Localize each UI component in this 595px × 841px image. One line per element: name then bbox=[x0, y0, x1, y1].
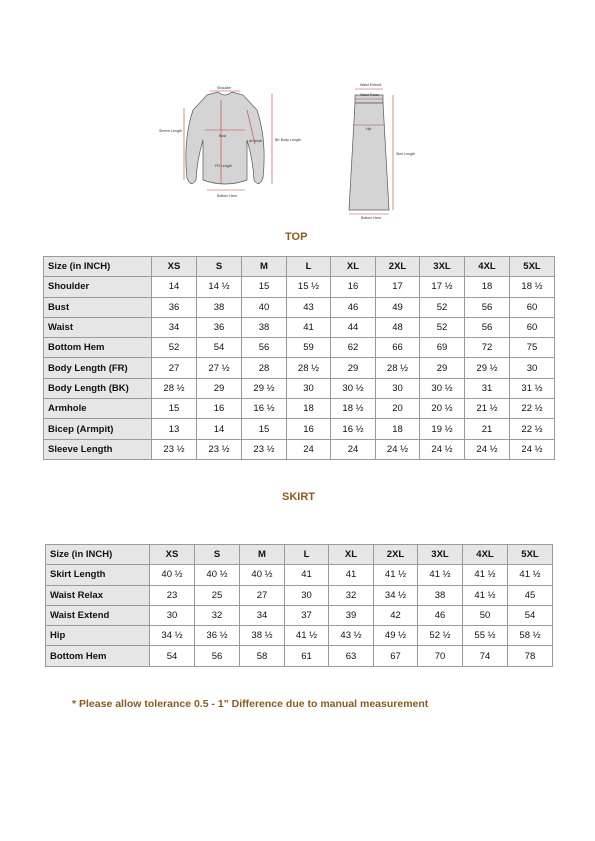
row-label-cell: Sleeve Length bbox=[44, 439, 152, 459]
header-cell: M bbox=[240, 545, 285, 565]
value-cell: 36 bbox=[152, 297, 197, 317]
header-cell: 3XL bbox=[420, 257, 465, 277]
value-cell: 16 bbox=[331, 277, 376, 297]
value-cell: 41 bbox=[329, 565, 374, 585]
header-cell: XL bbox=[329, 545, 374, 565]
value-cell: 32 bbox=[195, 605, 240, 625]
value-cell: 18 bbox=[376, 419, 420, 439]
row-label-cell: Shoulder bbox=[44, 277, 152, 297]
value-cell: 16 ½ bbox=[242, 399, 287, 419]
value-cell: 52 ½ bbox=[418, 626, 463, 646]
value-cell: 13 bbox=[152, 419, 197, 439]
value-cell: 38 bbox=[242, 317, 287, 337]
header-cell: L bbox=[285, 545, 329, 565]
value-cell: 24 ½ bbox=[376, 439, 420, 459]
value-cell: 59 bbox=[287, 338, 331, 358]
value-cell: 22 ½ bbox=[510, 419, 555, 439]
value-cell: 29 ½ bbox=[465, 358, 510, 378]
table-row bbox=[44, 317, 555, 337]
garment-measurement-illustration bbox=[155, 80, 425, 220]
tolerance-note: * Please allow tolerance 0.5 - 1" Difference due to manual measurement bbox=[72, 698, 429, 710]
value-cell: 17 bbox=[376, 277, 420, 297]
value-cell: 52 bbox=[152, 338, 197, 358]
value-cell: 54 bbox=[508, 605, 553, 625]
value-cell: 69 bbox=[420, 338, 465, 358]
value-cell: 56 bbox=[465, 297, 510, 317]
value-cell: 56 bbox=[195, 646, 240, 666]
skirt-table-body bbox=[46, 545, 553, 667]
value-cell: 28 ½ bbox=[152, 378, 197, 398]
value-cell: 16 ½ bbox=[331, 419, 376, 439]
value-cell: 23 ½ bbox=[197, 439, 242, 459]
value-cell: 27 bbox=[240, 585, 285, 605]
value-cell: 15 bbox=[242, 419, 287, 439]
skirt-garment-drawing bbox=[349, 95, 389, 210]
value-cell: 23 ½ bbox=[242, 439, 287, 459]
table-row bbox=[44, 297, 555, 317]
value-cell: 30 bbox=[376, 378, 420, 398]
table-row bbox=[44, 399, 555, 419]
value-cell: 61 bbox=[285, 646, 329, 666]
value-cell: 18 ½ bbox=[510, 277, 555, 297]
value-cell: 20 bbox=[376, 399, 420, 419]
row-label-cell: Skirt Length bbox=[46, 565, 150, 585]
header-cell: 2XL bbox=[374, 545, 418, 565]
value-cell: 62 bbox=[331, 338, 376, 358]
value-cell: 37 bbox=[285, 605, 329, 625]
top-size-table bbox=[43, 256, 555, 460]
header-cell: 5XL bbox=[510, 257, 555, 277]
header-cell: 5XL bbox=[508, 545, 553, 565]
bk-body-length-label: BK Body Length bbox=[275, 138, 301, 142]
value-cell: 40 ½ bbox=[195, 565, 240, 585]
value-cell: 27 bbox=[152, 358, 197, 378]
header-cell: Size (in INCH) bbox=[46, 545, 150, 565]
row-label-cell: Waist bbox=[44, 317, 152, 337]
table-row bbox=[44, 439, 555, 459]
skirt-section-title: SKIRT bbox=[282, 491, 315, 503]
value-cell: 29 bbox=[197, 378, 242, 398]
shoulder-label: Shoulder bbox=[217, 86, 232, 90]
value-cell: 70 bbox=[418, 646, 463, 666]
value-cell: 42 bbox=[374, 605, 418, 625]
value-cell: 30 bbox=[285, 585, 329, 605]
value-cell: 29 ½ bbox=[242, 378, 287, 398]
value-cell: 32 bbox=[329, 585, 374, 605]
value-cell: 52 bbox=[420, 317, 465, 337]
value-cell: 66 bbox=[376, 338, 420, 358]
row-label-cell: Body Length (BK) bbox=[44, 378, 152, 398]
value-cell: 24 ½ bbox=[465, 439, 510, 459]
value-cell: 14 ½ bbox=[197, 277, 242, 297]
value-cell: 17 ½ bbox=[420, 277, 465, 297]
value-cell: 63 bbox=[329, 646, 374, 666]
value-cell: 44 bbox=[331, 317, 376, 337]
value-cell: 34 ½ bbox=[150, 626, 195, 646]
value-cell: 24 bbox=[331, 439, 376, 459]
value-cell: 28 bbox=[242, 358, 287, 378]
value-cell: 41 bbox=[285, 565, 329, 585]
value-cell: 43 ½ bbox=[329, 626, 374, 646]
value-cell: 34 bbox=[240, 605, 285, 625]
value-cell: 60 bbox=[510, 297, 555, 317]
value-cell: 46 bbox=[418, 605, 463, 625]
header-cell: XL bbox=[331, 257, 376, 277]
value-cell: 23 ½ bbox=[152, 439, 197, 459]
waist-extend-label: Waist Extend bbox=[360, 83, 382, 87]
value-cell: 24 bbox=[287, 439, 331, 459]
fr-length-label: FR Length bbox=[215, 164, 232, 168]
row-label-cell: Waist Extend bbox=[46, 605, 150, 625]
bust-label: Bust bbox=[219, 134, 227, 138]
skirt-size-table bbox=[45, 544, 553, 667]
value-cell: 41 ½ bbox=[463, 565, 508, 585]
value-cell: 41 bbox=[287, 317, 331, 337]
row-label-cell: Bicep (Armpit) bbox=[44, 419, 152, 439]
skirt-header-row bbox=[46, 545, 553, 565]
value-cell: 56 bbox=[242, 338, 287, 358]
header-cell: 3XL bbox=[418, 545, 463, 565]
table-row bbox=[46, 626, 553, 646]
value-cell: 58 bbox=[240, 646, 285, 666]
value-cell: 30 bbox=[287, 378, 331, 398]
table-row bbox=[44, 419, 555, 439]
value-cell: 22 ½ bbox=[510, 399, 555, 419]
value-cell: 21 ½ bbox=[465, 399, 510, 419]
top-header-row bbox=[44, 257, 555, 277]
table-row bbox=[46, 565, 553, 585]
value-cell: 58 ½ bbox=[508, 626, 553, 646]
header-cell: L bbox=[287, 257, 331, 277]
value-cell: 48 bbox=[376, 317, 420, 337]
sleeve-length-label: Sleeve Length bbox=[159, 129, 182, 133]
table-row bbox=[44, 358, 555, 378]
value-cell: 16 bbox=[197, 399, 242, 419]
value-cell: 49 ½ bbox=[374, 626, 418, 646]
value-cell: 38 bbox=[197, 297, 242, 317]
value-cell: 28 ½ bbox=[376, 358, 420, 378]
table-row bbox=[44, 378, 555, 398]
value-cell: 30 bbox=[150, 605, 195, 625]
value-cell: 30 ½ bbox=[420, 378, 465, 398]
value-cell: 19 ½ bbox=[420, 419, 465, 439]
value-cell: 23 bbox=[150, 585, 195, 605]
value-cell: 34 bbox=[152, 317, 197, 337]
value-cell: 25 bbox=[195, 585, 240, 605]
row-label-cell: Bottom Hem bbox=[44, 338, 152, 358]
value-cell: 15 bbox=[242, 277, 287, 297]
value-cell: 30 ½ bbox=[331, 378, 376, 398]
armhole-label: Armhole bbox=[249, 139, 263, 143]
header-cell: XS bbox=[150, 545, 195, 565]
value-cell: 28 ½ bbox=[287, 358, 331, 378]
header-cell: 4XL bbox=[465, 257, 510, 277]
row-label-cell: Hip bbox=[46, 626, 150, 646]
value-cell: 14 bbox=[152, 277, 197, 297]
top-section-title: TOP bbox=[285, 231, 308, 243]
value-cell: 15 bbox=[152, 399, 197, 419]
value-cell: 43 bbox=[287, 297, 331, 317]
row-label-cell: Body Length (FR) bbox=[44, 358, 152, 378]
value-cell: 20 ½ bbox=[420, 399, 465, 419]
value-cell: 49 bbox=[376, 297, 420, 317]
value-cell: 16 bbox=[287, 419, 331, 439]
value-cell: 24 ½ bbox=[510, 439, 555, 459]
value-cell: 31 bbox=[465, 378, 510, 398]
header-cell: S bbox=[197, 257, 242, 277]
value-cell: 40 bbox=[242, 297, 287, 317]
value-cell: 31 ½ bbox=[510, 378, 555, 398]
value-cell: 45 bbox=[508, 585, 553, 605]
value-cell: 41 ½ bbox=[463, 585, 508, 605]
value-cell: 36 ½ bbox=[195, 626, 240, 646]
table-row bbox=[46, 646, 553, 666]
value-cell: 39 bbox=[329, 605, 374, 625]
value-cell: 54 bbox=[150, 646, 195, 666]
value-cell: 29 bbox=[420, 358, 465, 378]
table-row bbox=[44, 338, 555, 358]
value-cell: 55 ½ bbox=[463, 626, 508, 646]
table-row bbox=[44, 277, 555, 297]
value-cell: 18 ½ bbox=[331, 399, 376, 419]
value-cell: 29 bbox=[331, 358, 376, 378]
value-cell: 21 bbox=[465, 419, 510, 439]
value-cell: 56 bbox=[465, 317, 510, 337]
value-cell: 27 ½ bbox=[197, 358, 242, 378]
row-label-cell: Bust bbox=[44, 297, 152, 317]
value-cell: 41 ½ bbox=[418, 565, 463, 585]
value-cell: 41 ½ bbox=[508, 565, 553, 585]
value-cell: 15 ½ bbox=[287, 277, 331, 297]
value-cell: 14 bbox=[197, 419, 242, 439]
row-label-cell: Waist Relax bbox=[46, 585, 150, 605]
row-label-cell: Armhole bbox=[44, 399, 152, 419]
header-cell: 4XL bbox=[463, 545, 508, 565]
value-cell: 67 bbox=[374, 646, 418, 666]
header-cell: XS bbox=[152, 257, 197, 277]
header-cell: S bbox=[195, 545, 240, 565]
value-cell: 46 bbox=[331, 297, 376, 317]
row-label-cell: Bottom Hem bbox=[46, 646, 150, 666]
skirt-length-label: Skirt Length bbox=[396, 152, 416, 156]
value-cell: 18 bbox=[465, 277, 510, 297]
header-cell: Size (in INCH) bbox=[44, 257, 152, 277]
value-cell: 74 bbox=[463, 646, 508, 666]
top-table-body bbox=[44, 257, 555, 460]
value-cell: 40 ½ bbox=[240, 565, 285, 585]
header-cell: 2XL bbox=[376, 257, 420, 277]
value-cell: 75 bbox=[510, 338, 555, 358]
value-cell: 72 bbox=[465, 338, 510, 358]
table-row bbox=[46, 605, 553, 625]
waist-relax-label: Waist Relax bbox=[360, 93, 380, 97]
value-cell: 30 bbox=[510, 358, 555, 378]
value-cell: 50 bbox=[463, 605, 508, 625]
value-cell: 40 ½ bbox=[150, 565, 195, 585]
skirt-bottom-hem-label: Bottom Hem bbox=[361, 216, 381, 220]
top-garment-drawing bbox=[186, 92, 264, 184]
value-cell: 36 bbox=[197, 317, 242, 337]
table-row bbox=[46, 585, 553, 605]
hip-label: Hip bbox=[366, 127, 372, 131]
value-cell: 60 bbox=[510, 317, 555, 337]
value-cell: 24 ½ bbox=[420, 439, 465, 459]
value-cell: 18 bbox=[287, 399, 331, 419]
value-cell: 41 ½ bbox=[374, 565, 418, 585]
value-cell: 78 bbox=[508, 646, 553, 666]
value-cell: 41 ½ bbox=[285, 626, 329, 646]
value-cell: 34 ½ bbox=[374, 585, 418, 605]
value-cell: 52 bbox=[420, 297, 465, 317]
header-cell: M bbox=[242, 257, 287, 277]
value-cell: 38 ½ bbox=[240, 626, 285, 646]
top-bottom-hem-label: Bottom Hem bbox=[217, 194, 237, 198]
value-cell: 38 bbox=[418, 585, 463, 605]
value-cell: 54 bbox=[197, 338, 242, 358]
